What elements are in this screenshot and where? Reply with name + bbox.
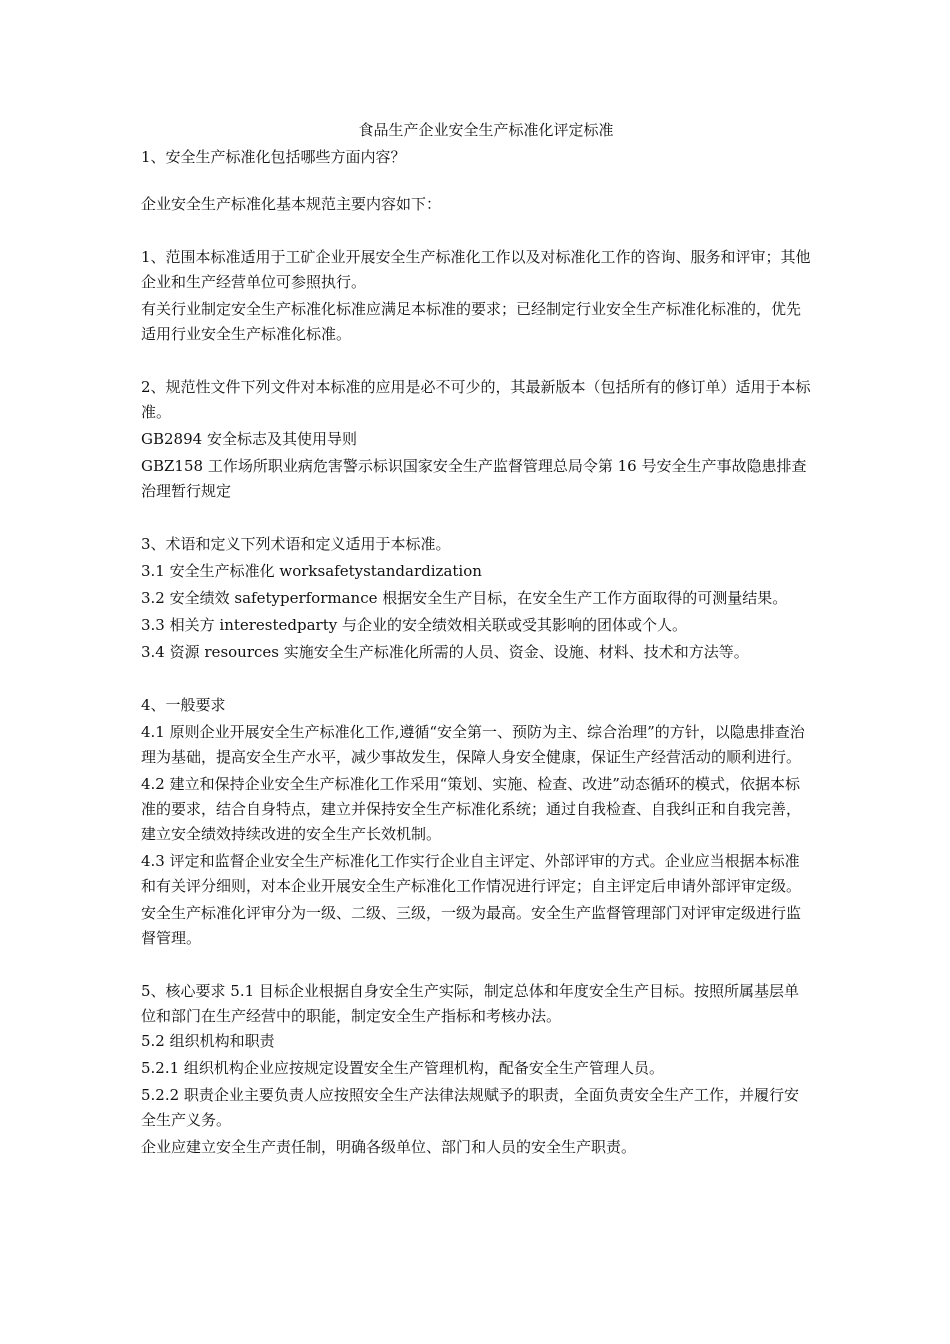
paragraph-5-2-2: 5.2.2 职责企业主要负责人应按照安全生产法律法规赋予的职责，全面负责安全生产工作，并履行安全生产义务。 xyxy=(141,1086,799,1129)
paragraph-term-3-2: 3.2 安全绩效 safetyperformance 根据安全生产目标，在安全生产工作方面取得的可测量结果。 xyxy=(141,589,788,607)
paragraph-general: 4、一般要求 xyxy=(141,696,226,714)
paragraph-term-3-3: 3.3 相关方 interestedparty 与企业的安全绩效相关联或受其影响的团体或个人。 xyxy=(141,616,687,634)
paragraph-intro: 企业安全生产标准化基本规范主要内容如下： xyxy=(141,195,442,213)
paragraph-gbz158: GBZ158 工作场所职业病危害警示标识国家安全生产监督管理总局令第 16 号安全生产事故隐患排查治理暂行规定 xyxy=(141,457,807,500)
paragraph-question: 1、安全生产标准化包括哪些方面内容？ xyxy=(141,148,406,166)
paragraph-normative: 2、规范性文件下列文件对本标准的应用是必不可少的，其最新版本（包括所有的修订单）适用于本标准。 xyxy=(141,378,811,421)
spacer xyxy=(141,347,811,375)
paragraph-gb2894: GB2894 安全标志及其使用导则 xyxy=(141,430,357,448)
spacer xyxy=(141,217,811,245)
paragraph-term-3-4: 3.4 资源 resources 实施安全生产标准化所需的人员、资金、设施、材料、技术和方法等。 xyxy=(141,643,749,661)
paragraph-core: 5、核心要求 5.1 目标企业根据自身安全生产实际，制定总体和年度安全生产目标。按照所属基层单位和部门在生产经营中的职能，制定安全生产指标和考核办法。 xyxy=(141,982,799,1025)
paragraph-4-1: 4.1 原则企业开展安全生产标准化工作,遵循“安全第一、预防为主、综合治理”的方针，以隐患排查治理为基础，提高安全生产水平，减少事故发生，保障人身安全健康，保证生产经营活动的顺利进行。 xyxy=(141,723,805,766)
paragraph-term-3-1: 3.1 安全生产标准化 worksafetystandardization xyxy=(141,562,482,580)
paragraph-4-2: 4.2 建立和保持企业安全生产标准化工作采用“策划、实施、检查、改进”动态循环的模式，依据本标准的要求，结合自身特点，建立并保持安全生产标准化系统；通过自我检查、自我纠正和自我完善，建立安全绩效持续改进的安全生产长效机制。 xyxy=(141,775,802,843)
paragraph-terms: 3、术语和定义下列术语和定义适用于本标准。 xyxy=(141,535,451,553)
paragraph-5-2: 5.2 组织机构和职责 xyxy=(141,1032,275,1050)
paragraph-4-3: 4.3 评定和监督企业安全生产标准化工作实行企业自主评定、外部评审的方式。企业应当根据本标准和有关评分细则，对本企业开展安全生产标准化工作情况进行评定；自主评定后申请外部评审定级。 xyxy=(141,852,802,895)
paragraph-scope: 1、范围本标准适用于工矿企业开展安全生产标准化工作以及对标准化工作的咨询、服务和评审；其他企业和生产经营单位可参照执行。 xyxy=(141,248,811,291)
document-title: 食品生产企业安全生产标准化评定标准 xyxy=(358,121,614,139)
spacer xyxy=(141,504,811,532)
paragraph-scope-note: 有关行业制定安全生产标准化标准应满足本标准的要求；已经制定行业安全生产标准化标准的，优先适用行业安全生产标准化标准。 xyxy=(141,300,802,343)
spacer xyxy=(141,170,811,192)
paragraph-5-2-1: 5.2.1 组织机构企业应按规定设置安全生产管理机构，配备安全生产管理人员。 xyxy=(141,1059,664,1077)
spacer xyxy=(141,665,811,693)
document-page xyxy=(141,118,811,1160)
spacer xyxy=(141,951,811,979)
paragraph-levels: 安全生产标准化评审分为一级、二级、三级，一级为最高。安全生产监督管理部门对评审定级进行监督管理。 xyxy=(141,904,802,947)
paragraph-responsibility: 企业应建立安全生产责任制，明确各级单位、部门和人员的安全生产职责。 xyxy=(141,1138,637,1156)
